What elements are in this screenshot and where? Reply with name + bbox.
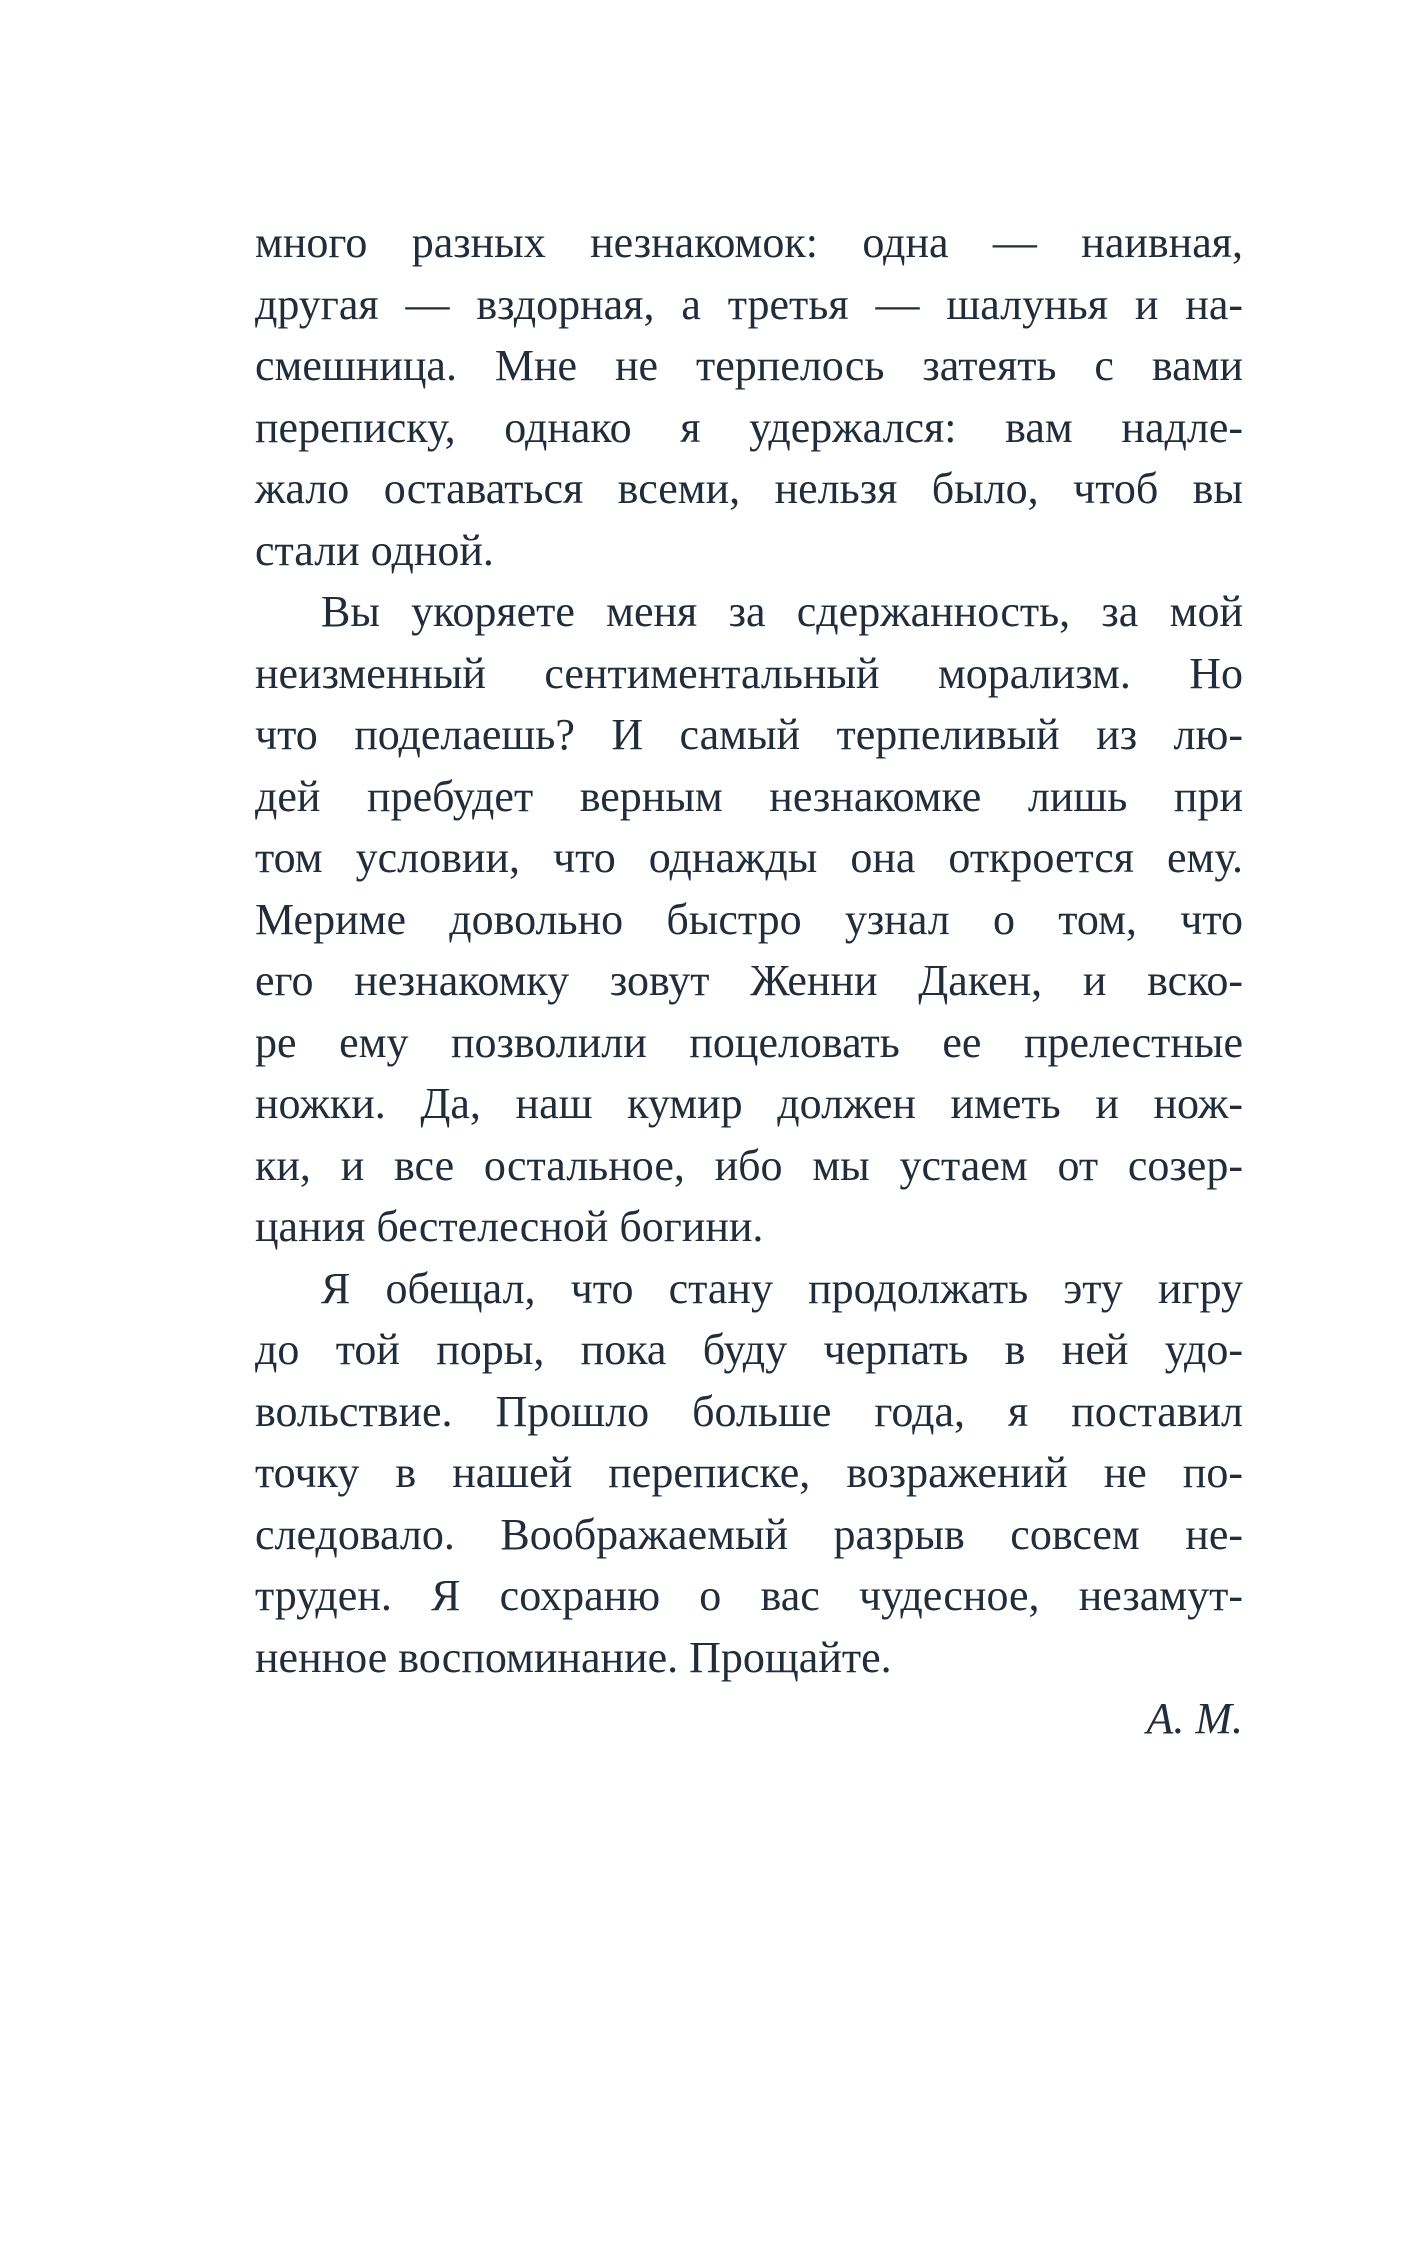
text-line: ножки. Да, наш кумир должен иметь и нож- <box>255 1079 1243 1128</box>
text-line: его незнакомку зовут Женни Дакен, и вско- <box>255 956 1243 1005</box>
text-line: что поделаешь? И самый терпеливый из лю- <box>255 710 1243 759</box>
text-line: цания бестелесной богини. <box>255 1202 764 1251</box>
signature: А. М. <box>1146 1694 1243 1743</box>
page-text <box>255 212 1243 1750</box>
text-line: вольствие. Прошло больше года, я поставил <box>255 1386 1243 1436</box>
text-line: Мериме довольно быстро узнал о том, что <box>255 894 1243 944</box>
text-line: другая — вздорная, а третья — шалунья и на- <box>255 279 1243 329</box>
text-line: много разных незнакомок: одна — наивная, <box>255 218 1243 267</box>
text-line: следовало. Воображаемый разрыв совсем не- <box>255 1509 1243 1559</box>
text-line: смешница. Мне не терпелось затеять с вами <box>255 341 1243 390</box>
text-line: до той поры, пока буду черпать в ней удо- <box>255 1325 1243 1374</box>
text-line: ки, и все остальное, ибо мы устаем от созер- <box>255 1140 1243 1190</box>
text-line: жало оставаться всеми, нельзя было, чтоб вы <box>255 464 1243 513</box>
text-line: неизменный сентиментальный морализм. Но <box>255 648 1243 698</box>
text-line: ре ему позволили поцеловать ее прелестные <box>255 1017 1243 1067</box>
text-line: точку в нашей переписке, возражений не по- <box>255 1448 1243 1497</box>
text-line: том условии, что однажды она откроется ему. <box>255 833 1243 882</box>
text-line: ненное воспоминание. Прощайте. <box>255 1632 892 1682</box>
text-line: дей пребудет верным незнакомке лишь при <box>255 771 1243 821</box>
text-line: Я обещал, что стану продолжать эту игру <box>321 1263 1243 1313</box>
text-line: стали одной. <box>255 525 494 575</box>
text-line: переписку, однако я удержался: вам надле- <box>255 402 1243 452</box>
paragraphs <box>255 212 1243 1688</box>
text-line: Вы укоряете меня за сдержанность, за мой <box>321 587 1243 636</box>
text-line: труден. Я сохраню о вас чудесное, незамут- <box>255 1571 1243 1620</box>
